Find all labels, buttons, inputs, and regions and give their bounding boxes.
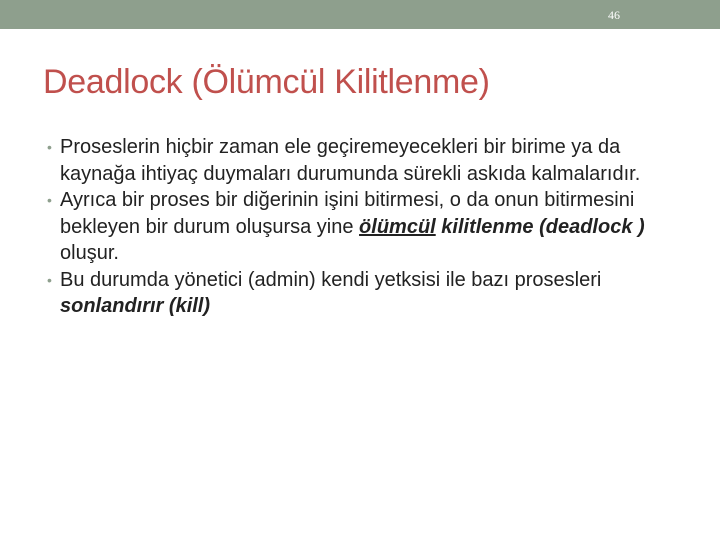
bullet-item — [47, 187, 697, 267]
bullet-list — [47, 134, 697, 320]
bullet-marker: • — [47, 192, 52, 208]
bullet-emphasis: kilitlenme (deadlock ) — [435, 215, 645, 238]
slide-title: Deadlock (Ölümcül Kilitlenme) — [43, 63, 490, 101]
top-bar — [0, 0, 720, 29]
page-number: 46 — [608, 8, 620, 22]
bullet-text: Bu durumda yönetici (admin) kendi yetksisi ile bazı prosesleri — [60, 268, 602, 291]
bullet-emphasis: sonlandırır (kill) — [60, 295, 211, 317]
bullet-marker: • — [47, 139, 52, 155]
bullet-text: Proseslerin hiçbir zaman ele geçiremeyecekleri bir birime ya da kaynağa ihtiyaç duymaları durumunda sürekli askıda kalmalarıdır. — [60, 136, 641, 185]
bullet-text-end: oluşur. — [60, 242, 119, 264]
bullet-item — [47, 134, 697, 187]
bullet-item — [47, 267, 697, 320]
bullet-emphasis-underlined: ölümcül — [359, 215, 436, 238]
bullet-text: Ayrıca bir proses bir diğerinin işini bitirmesi, o da onun bitirmesini bekleyen bir durum oluşursa yine — [60, 189, 635, 238]
bullet-marker: • — [47, 271, 52, 288]
